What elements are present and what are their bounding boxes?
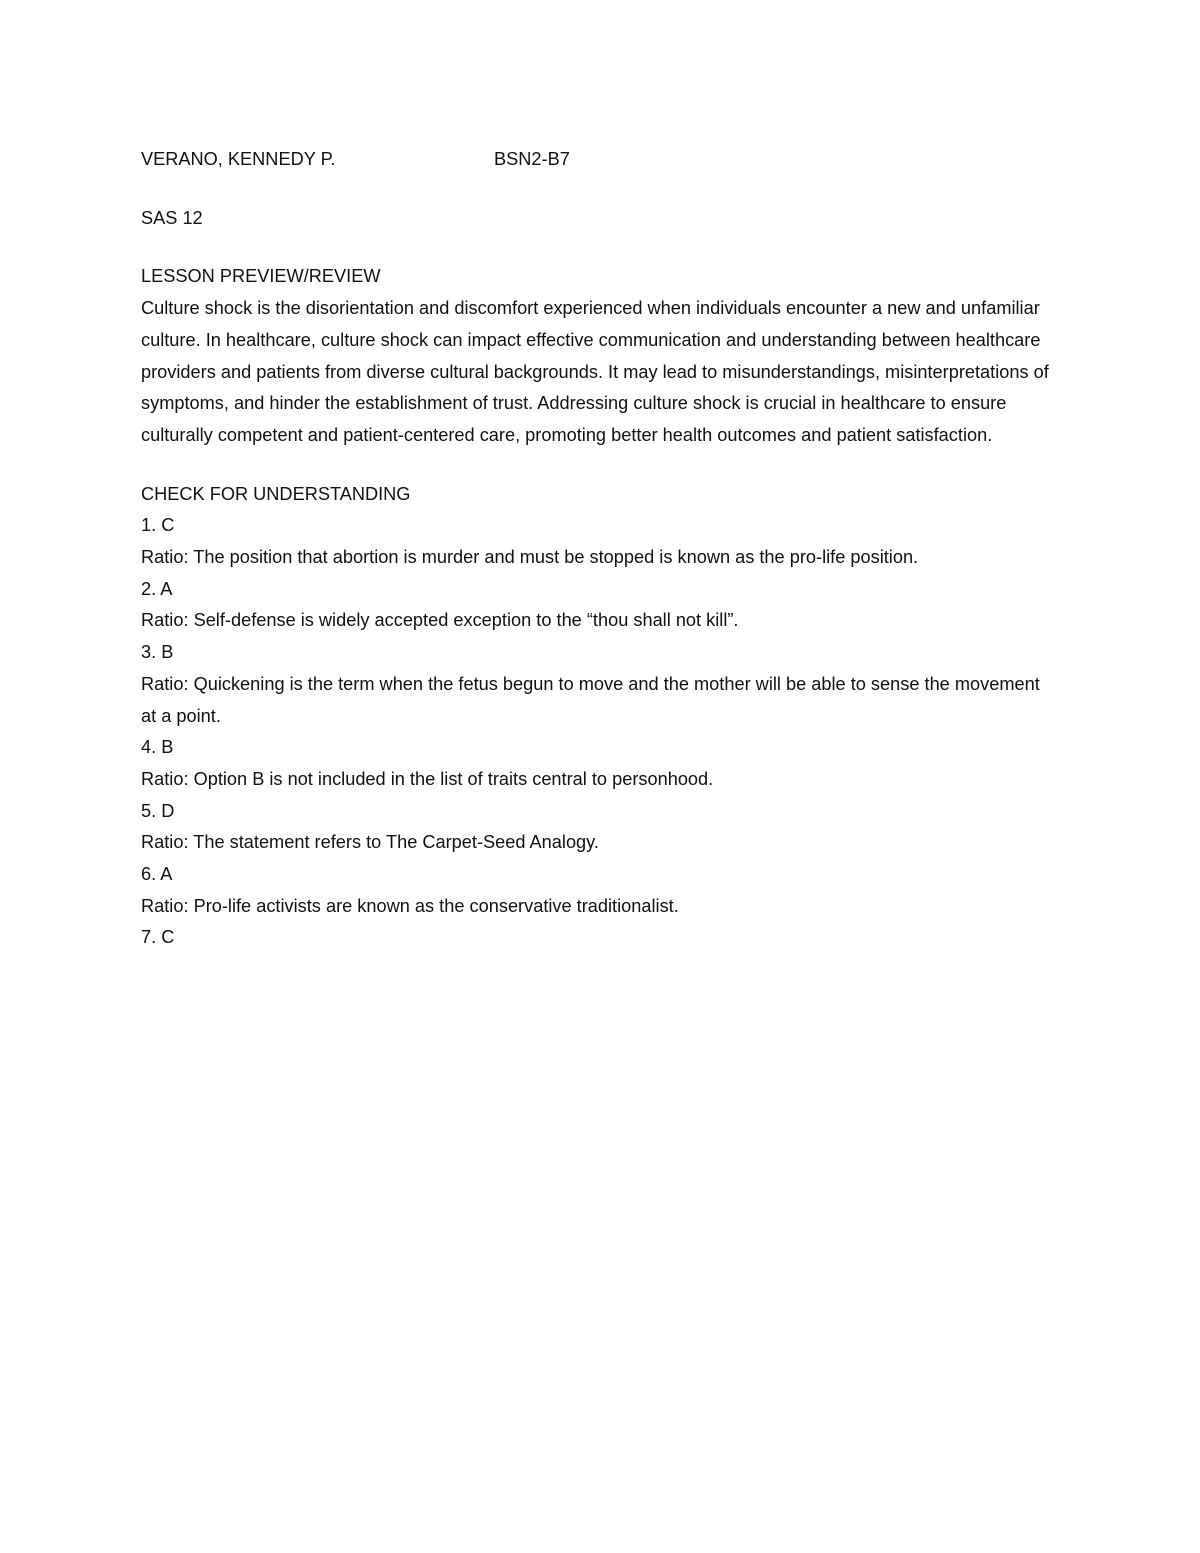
ratio-5: Ratio: The statement refers to The Carpet-Seed Analogy.: [141, 832, 599, 853]
student-name: VERANO, KENNEDY P.: [141, 149, 336, 169]
answer-1: 1. C: [141, 515, 175, 536]
answer-7: 7. C: [141, 927, 175, 948]
assignment-title: SAS 12: [141, 207, 203, 228]
answer-5: 5. D: [141, 800, 175, 821]
ratio-1: Ratio: The position that abortion is murder and must be stopped is known as the pro-life position.: [141, 547, 919, 568]
answer-3: 3. B: [141, 642, 174, 663]
answer-2: 2. A: [141, 578, 173, 599]
lesson-paragraph: Culture shock is the disorientation and discomfort experienced when individuals encounter a new and unfamiliar culture. In healthcare, culture shock can impact effective communication and understanding between healthcare providers and patients from diverse cultural backgrounds. It may lead to misunderstandings, misinterpretations of symptoms, and hinder the establishment of trust. Addressing culture shock is crucial in healthcare to ensure culturally competent and patient-centered care, promoting better health outcomes and patient satisfaction.: [141, 298, 1049, 445]
document-content: [141, 144, 1061, 954]
lesson-heading: LESSON PREVIEW/REVIEW: [141, 266, 381, 287]
ratio-3: Ratio: Quickening is the term when the fetus begun to move and the mother will be able to sense the movement at a point.: [141, 673, 1040, 726]
ratio-4: Ratio: Option B is not included in the list of traits central to personhood.: [141, 768, 714, 789]
document-header: [141, 144, 1061, 176]
answer-6: 6. A: [141, 864, 173, 885]
answer-list: [141, 510, 1061, 954]
answer-4: 4. B: [141, 737, 174, 758]
ratio-6: Ratio: Pro-life activists are known as the conservative traditionalist.: [141, 895, 679, 916]
check-heading: CHECK FOR UNDERSTANDING: [141, 483, 411, 504]
ratio-2: Ratio: Self-defense is widely accepted exception to the “thou shall not kill”.: [141, 610, 739, 631]
student-section: BSN2-B7: [494, 149, 570, 169]
